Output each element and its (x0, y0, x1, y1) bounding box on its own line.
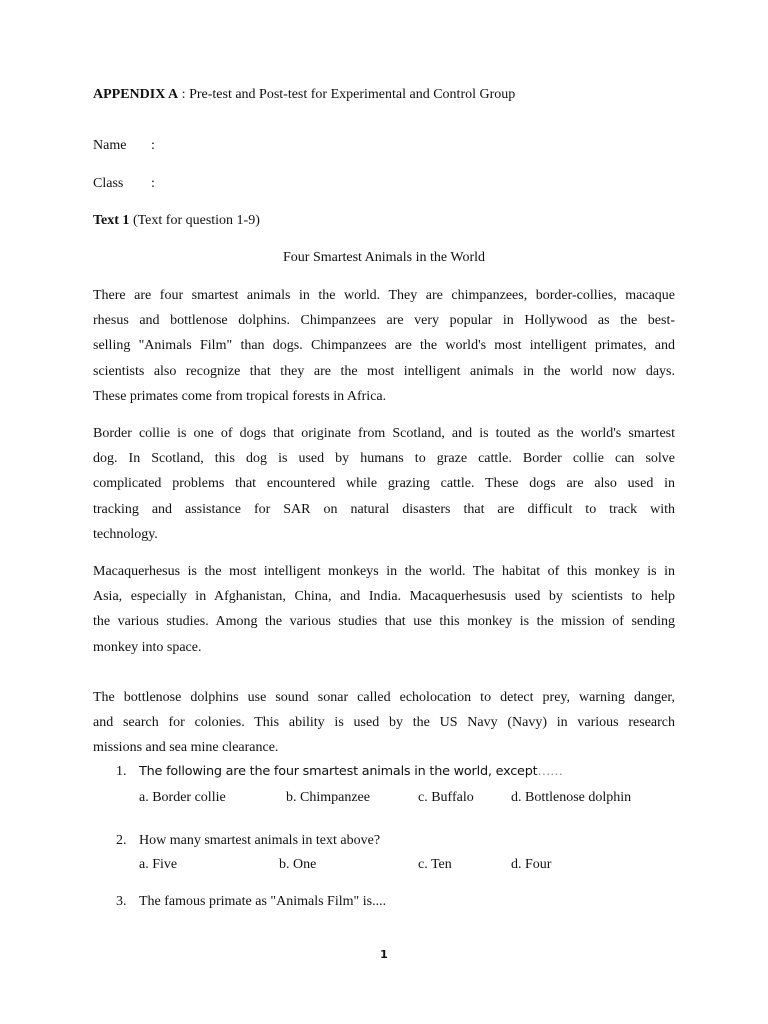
question-2 (116, 833, 380, 849)
paragraph-line: These primates come from tropical forests in Africa. (93, 388, 387, 404)
paragraph-line: dog. In Scotland, this dog is used by humans to graze cattle. Border collie can solve (93, 451, 675, 467)
paragraph-border-collie (93, 421, 675, 547)
paragraph-chimpanzees (93, 283, 675, 409)
paragraph-line: monkey into space. (93, 639, 202, 655)
question-number: 3. (116, 894, 127, 909)
paragraph-line: The bottlenose dolphins use sound sonar called echolocation to detect prey, warning danger, (93, 690, 675, 705)
article-title: Four Smartest Animals in the World (283, 250, 485, 265)
question-1-option-d: d. Bottlenose dolphin (511, 790, 632, 805)
paragraph-line: Asia, especially in Afghanistan, China, and India. Macaquerhesusis used by scientists to help (93, 589, 675, 605)
question-1-option-c: c. Buffalo (418, 790, 474, 805)
appendix-label: APPENDIX A (93, 87, 179, 102)
class-field-colon: : (151, 176, 155, 191)
paragraph-line: rhesus and bottlenose dolphins. Chimpanzees are very popular in Hollywood as the best- (93, 313, 675, 329)
paragraph-line: scientists also recognize that they are the most intelligent animals in the world now days. (93, 363, 675, 379)
question-1-option-b: b. Chimpanzee (286, 790, 370, 805)
paragraph-dolphins (93, 685, 675, 761)
name-field-label: Name (93, 138, 127, 153)
question-number: 1. (116, 764, 127, 779)
paragraph-line: and search for colonies. This ability is used by the US Navy (Navy) in various research (93, 715, 675, 731)
question-2-option-d: d. Four (511, 857, 552, 872)
class-field (93, 176, 155, 192)
paragraph-line: the various studies. Among the various studies that use this monkey is the mission of sending (93, 614, 675, 630)
question-2-option-b: b. One (279, 857, 317, 872)
text-heading-note: (Text for question 1-9) (132, 213, 260, 228)
paragraph-line: There are four smartest animals in the world. They are chimpanzees, border-collies, macaque (93, 288, 675, 303)
question-ellipsis: …… (537, 764, 563, 779)
question-3 (116, 894, 386, 910)
paragraph-line: missions and sea mine clearance. (93, 740, 279, 756)
question-2-option-c: c. Ten (418, 857, 452, 872)
question-text: The famous primate as "Animals Film" is.... (139, 894, 387, 909)
class-field-label: Class (93, 176, 124, 191)
name-field (93, 138, 155, 154)
page-number: 1 (380, 948, 388, 961)
question-2-option-a: a. Five (139, 857, 178, 872)
paragraph-line: tracking and assistance for SAR on natural disasters that are difficult to track with (93, 501, 675, 517)
paragraph-line: Border collie is one of dogs that originate from Scotland, and is touted as the world's smartest (93, 426, 675, 441)
paragraph-line: complicated problems that encountered while grazing cattle. These dogs are also used in (93, 476, 675, 492)
text-heading (93, 213, 260, 229)
appendix-separator: : (178, 87, 190, 102)
appendix-title: Pre-test and Post-test for Experimental and Control Group (189, 87, 516, 102)
text-heading-label: Text 1 (93, 213, 130, 228)
paragraph-line: technology. (93, 526, 158, 542)
paragraph-line: selling "Animals Film" than dogs. Chimpanzees are the world's most intelligent primates, and (93, 338, 675, 354)
question-number: 2. (116, 833, 127, 848)
question-1-option-a: a. Border collie (139, 790, 226, 805)
question-text: The following are the four smartest animals in the world, except (139, 764, 538, 779)
appendix-heading (93, 87, 515, 103)
name-field-colon: : (151, 138, 155, 153)
question-text: How many smartest animals in text above? (139, 833, 381, 848)
paragraph-macaque (93, 559, 675, 660)
question-1 (116, 764, 563, 780)
paragraph-line: Macaquerhesus is the most intelligent monkeys in the world. The habitat of this monkey is in (93, 564, 675, 579)
